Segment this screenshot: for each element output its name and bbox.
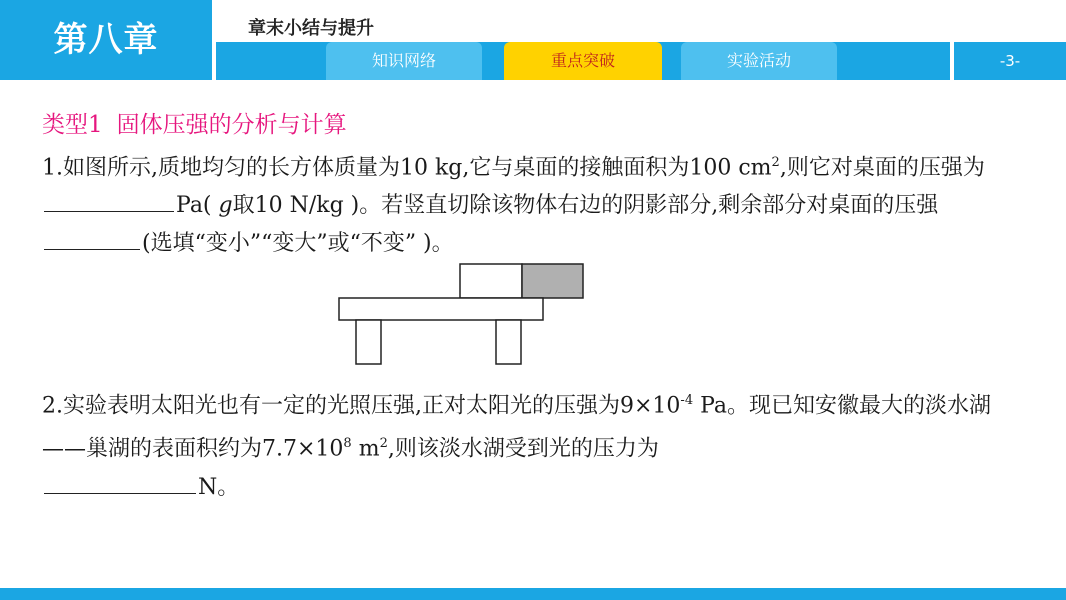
section-title xyxy=(42,106,347,139)
q1-text: 取10 N/kg )。若竖直切除该物体右边的阴影部分,剩余部分对桌面的压强 xyxy=(232,193,939,219)
table-leg-left xyxy=(356,320,381,364)
page-number: -3- xyxy=(954,42,1066,80)
question-1 xyxy=(42,144,1032,263)
q2-text: Pa。现已知安徽最大的淡水湖——巢湖的表面积约为7.7×10 xyxy=(42,393,992,462)
tab-key-breakthrough[interactable]: 重点突破 xyxy=(504,42,662,80)
q2-superscript: 8 xyxy=(343,436,352,452)
tab-experiment-activity[interactable]: 实验活动 xyxy=(681,42,837,80)
chapter-label: 第八章 xyxy=(0,0,212,80)
answer-blank[interactable] xyxy=(44,227,140,250)
q2-text: 2.实验表明太阳光也有一定的光照压强,正对太阳光的压强为9×10 xyxy=(42,393,681,419)
table-block-diagram xyxy=(330,258,590,370)
q1-text: 1.如图所示,质地均匀的长方体质量为10 kg,它与桌面的接触面积为100 cm xyxy=(42,155,772,181)
q1-text: ,则它对桌面的压强为 xyxy=(779,155,985,181)
block-shaded-part xyxy=(522,264,583,298)
answer-blank[interactable] xyxy=(44,189,174,212)
tab-knowledge-network[interactable]: 知识网络 xyxy=(326,42,482,80)
answer-blank[interactable] xyxy=(44,471,196,494)
question-2 xyxy=(42,382,1032,507)
q1-text: Pa( xyxy=(176,193,212,219)
q1-variable-g: g xyxy=(218,193,233,219)
table-leg-right xyxy=(496,320,521,364)
bottom-bar xyxy=(0,588,1066,600)
section-heading: 固体压强的分析与计算 xyxy=(116,112,347,138)
section-number: 类型1 xyxy=(42,112,103,138)
q2-text: N。 xyxy=(198,474,240,500)
q2-text: ,则该淡水湖受到光的压力为 xyxy=(387,436,659,462)
page-title: 章末小结与提升 xyxy=(248,18,374,39)
q1-superscript: 2 xyxy=(771,155,780,170)
q1-text: (选填“变小”“变大”或“不变” )。 xyxy=(142,231,454,257)
block-left xyxy=(460,264,522,298)
q2-superscript: 2 xyxy=(379,436,388,452)
q2-text: m xyxy=(351,436,380,462)
table-top xyxy=(339,298,543,320)
q2-superscript: -4 xyxy=(680,393,694,408)
